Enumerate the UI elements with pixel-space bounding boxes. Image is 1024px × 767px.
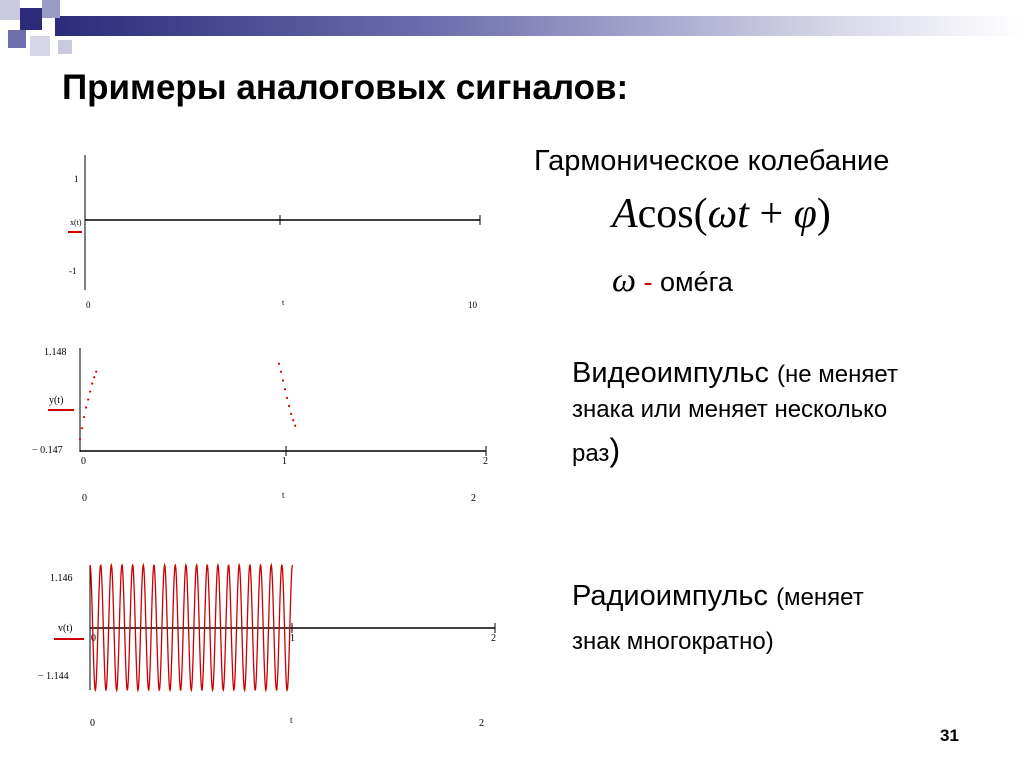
y-max-label: 1.146: [50, 573, 73, 584]
omega-symbol: ω: [612, 262, 637, 299]
radio-title: Радиоимпульс: [572, 580, 768, 612]
video-line2: знака или меняет несколько: [572, 396, 888, 423]
corner-square: [0, 0, 20, 20]
y-tick-label: -1: [69, 266, 77, 276]
x-min-label: 0: [90, 718, 95, 729]
corner-square: [20, 8, 42, 30]
corner-square: [42, 0, 60, 18]
series-points: [79, 363, 296, 441]
x-tick-label: 1: [282, 456, 287, 467]
x-tick-label: 0: [81, 456, 86, 467]
data-point: [81, 427, 83, 429]
y-axis-label: y(t): [49, 395, 64, 406]
data-point: [278, 363, 280, 365]
data-point: [280, 371, 282, 373]
page-number: 31: [940, 726, 959, 745]
formula-close: ): [816, 191, 831, 237]
x-max-label: 2: [479, 718, 484, 729]
data-point: [85, 406, 87, 408]
x-axis-label: t: [290, 715, 293, 725]
chart-harmonic: [40, 150, 500, 320]
data-point: [91, 383, 93, 385]
x-axis-label: t: [282, 298, 285, 307]
video-line3-paren: ): [609, 432, 621, 468]
video-note: (не меняет: [777, 361, 898, 388]
radio-note: (меняет: [776, 584, 864, 611]
harmonic-title: Гармоническое колебание: [534, 145, 890, 177]
data-point: [294, 425, 296, 427]
data-point: [290, 413, 292, 415]
data-point: [87, 398, 89, 400]
y-min-label: − 0.147: [32, 445, 63, 456]
data-point: [89, 390, 91, 392]
formula-phi: φ: [793, 191, 817, 237]
x-tick-label: 2: [491, 633, 496, 644]
y-axis-label: v(t): [58, 623, 73, 634]
header-bar: [55, 16, 1024, 36]
slide-title: Примеры аналоговых сигналов:: [62, 68, 629, 107]
data-point: [282, 379, 284, 381]
chart-video-pulse: [28, 340, 498, 515]
data-point: [79, 438, 81, 440]
corner-square: [30, 36, 50, 56]
formula-omega-t: ωt: [707, 191, 749, 237]
x-tick-label: 2: [483, 456, 488, 467]
omega-definition: [612, 262, 733, 300]
data-point: [284, 388, 286, 390]
video-line1: [572, 357, 898, 390]
omega-word: омéга: [660, 267, 733, 297]
x-tick-label: 0: [91, 633, 96, 644]
y-min-label: − 1.144: [38, 671, 69, 682]
y-tick-label: 1: [74, 174, 79, 184]
data-point: [288, 405, 290, 407]
data-point: [95, 371, 97, 373]
data-point: [93, 376, 95, 378]
formula-amplitude: A: [612, 191, 638, 237]
video-title: Видеоимпульс: [572, 357, 769, 389]
formula-cos: cos(: [637, 191, 708, 237]
x-tick-label: 1: [290, 633, 295, 644]
video-line3: [572, 432, 620, 469]
x-axis-label: t: [282, 490, 285, 500]
video-line3-text: раз: [572, 440, 610, 467]
radio-line1: [572, 580, 864, 613]
omega-dash: -: [636, 267, 661, 297]
x-min-label: 0: [82, 493, 87, 504]
x-min-label: 0: [86, 300, 91, 310]
x-max-label: 2: [471, 493, 476, 504]
corner-square: [8, 30, 26, 48]
harmonic-formula: [612, 190, 831, 238]
formula-plus: +: [748, 191, 794, 237]
radio-line2: знак многократно): [572, 628, 774, 655]
data-point: [286, 397, 288, 399]
x-max-label: 10: [468, 300, 477, 310]
y-max-label: 1.148: [44, 347, 67, 358]
data-point: [83, 416, 85, 418]
corner-square: [58, 40, 72, 54]
chart-radio-pulse: [28, 555, 508, 735]
data-point: [292, 419, 294, 421]
y-axis-label: x(t): [70, 218, 82, 227]
